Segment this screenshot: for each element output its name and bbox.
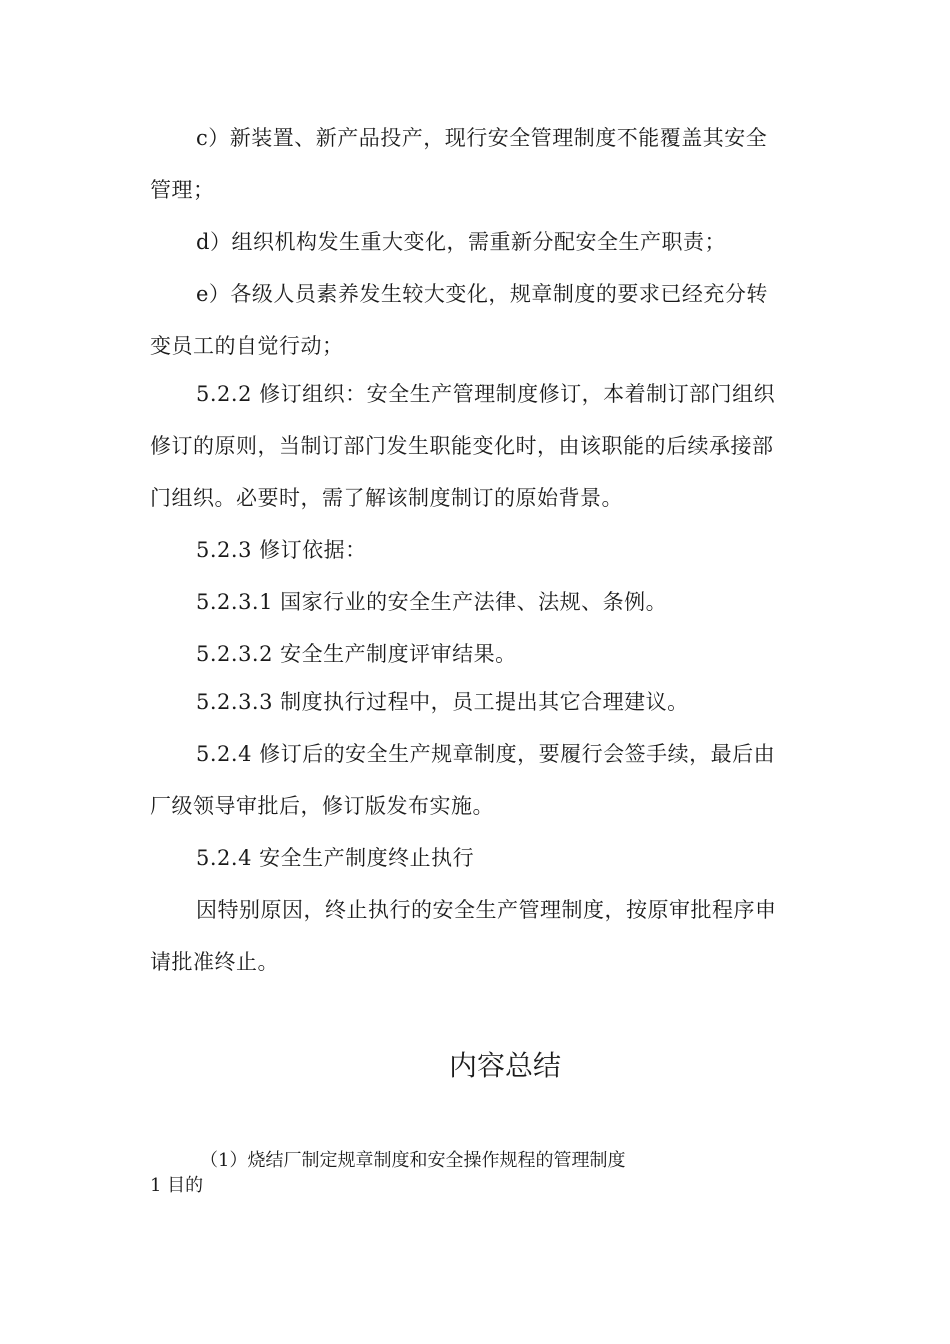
body-line: 5.2.2 修订组织：安全生产管理制度修订，本着制订部门组织	[196, 382, 776, 406]
body-line: 5.2.3 修订依据：	[196, 538, 367, 562]
body-line: 门组织。必要时，需了解该制度制订的原始背景。	[150, 486, 623, 510]
body-line: c）新装置、新产品投产，现行安全管理制度不能覆盖其安全	[196, 126, 768, 150]
body-line: 请批准终止。	[150, 950, 279, 974]
body-line: 管理；	[150, 178, 215, 202]
body-line: e）各级人员素养发生较大变化，规章制度的要求已经充分转	[196, 282, 768, 306]
body-line: 因特别原因，终止执行的安全生产管理制度，按原审批程序申	[196, 898, 777, 922]
summary-heading: 内容总结	[448, 1049, 561, 1082]
body-line: 5.2.3.1 国家行业的安全生产法律、法规、条例。	[196, 590, 668, 614]
body-line: 厂级领导审批后，修订版发布实施。	[150, 794, 494, 818]
body-line: d）组织机构发生重大变化，需重新分配安全生产职责；	[196, 230, 726, 254]
body-line: 5.2.3.3 制度执行过程中，员工提出其它合理建议。	[196, 690, 689, 714]
body-line: 5.2.4 修订后的安全生产规章制度，要履行会签手续，最后由	[196, 742, 776, 766]
body-line: 修订的原则，当制订部门发生职能变化时，由该职能的后续承接部	[150, 434, 774, 458]
body-line: 5.2.3.2 安全生产制度评审结果。	[196, 642, 517, 666]
body-line: 5.2.4 安全生产制度终止执行	[196, 846, 475, 870]
summary-item-subtitle: 1 目的	[150, 1175, 204, 1196]
body-line: 变员工的自觉行动；	[150, 334, 344, 358]
summary-item-title: （1）烧结厂制定规章制度和安全操作规程的管理制度	[200, 1150, 626, 1171]
